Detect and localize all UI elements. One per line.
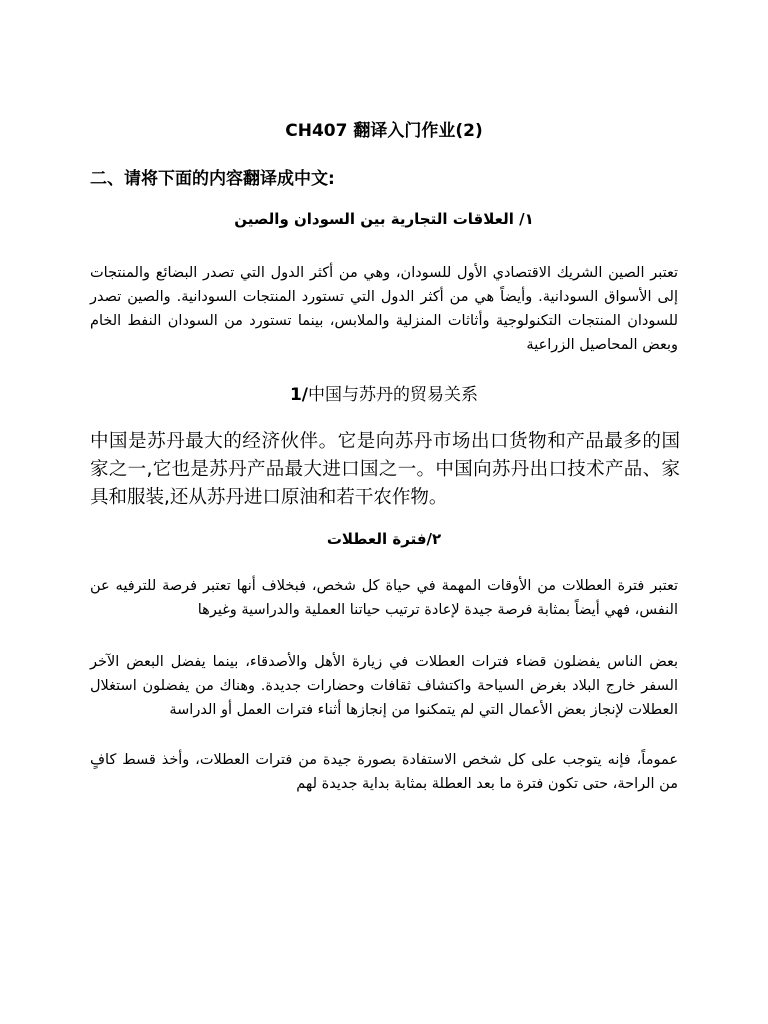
arabic-paragraph-holidays-1: تعتبر فترة العطلات من الأوقات المهمة في حياة كل شخص، فبخلاف أنها تعتبر فرصة للترفيه عن النفس، فهي أيضاً بمثابة فرصة جيدة لإعادة ترتيب حياتنا العملية والدراسية وغيرها <box>90 578 678 618</box>
chinese-heading-trade-relations <box>0 380 768 405</box>
chinese-paragraph-trade-relations: 中国是苏丹最大的经济伙伴。它是向苏丹市场出口货物和产品最多的国家之一,它也是苏丹产品最大进口国之一。中国向苏丹出口技术产品、家具和服装,还从苏丹进口原油和若干农作物。 <box>90 431 680 508</box>
document-title: CH407 翻译入门作业(2) <box>285 121 483 141</box>
arabic-paragraph-holidays-3: عموماً، فإنه يتوجب على كل شخص الاستفادة بصورة جيدة من فترات العطلات، وأخذ قسط كافٍ من الراحة، حتى تكون فترة ما بعد العطلة بمثابة بداية جديدة لهم <box>90 752 678 792</box>
arabic-paragraph-holidays-2: بعض الناس يفضلون قضاء فترات العطلات في زيارة الأهل والأصدقاء، بينما يفضل البعض الآخر السفر خارج البلاد بغرض السياحة واكتشاف ثقافات وحضارات جديدة. وهناك من يفضلون استغلال العطلات لإنجاز بعض الأعمال التي لم يتمكنوا من إنجازها أثناء فترات العمل أو الدراسة <box>90 654 678 718</box>
arabic-heading-holidays: ٢/فترة العطلات <box>326 530 442 548</box>
arabic-heading-trade-relations: ١/ العلاقات التجارية بين السودان والصين <box>234 210 534 228</box>
chinese-heading-number: 1/ <box>289 385 309 405</box>
instruction-text: 二、请将下面的内容翻译成中文: <box>90 169 335 189</box>
arabic-paragraph-trade-relations: تعتبر الصين الشريك الاقتصادي الأول للسودان، وهي من أكثر الدول التي تصدر البضائع والمنتجات إلى الأسواق السودانية. وأيضاً هي من أكثر الدول التي تستورد المنتجات السودانية. والصين تصدر للسودان المنتجات التكنولوجية وأثاثات المنزلية والملابس، بينما تستورد من السودان النفط الخام وبعض المحاصيل الزراعية <box>90 265 678 353</box>
chinese-heading-text: 中国与苏丹的贸易关系 <box>308 385 479 405</box>
